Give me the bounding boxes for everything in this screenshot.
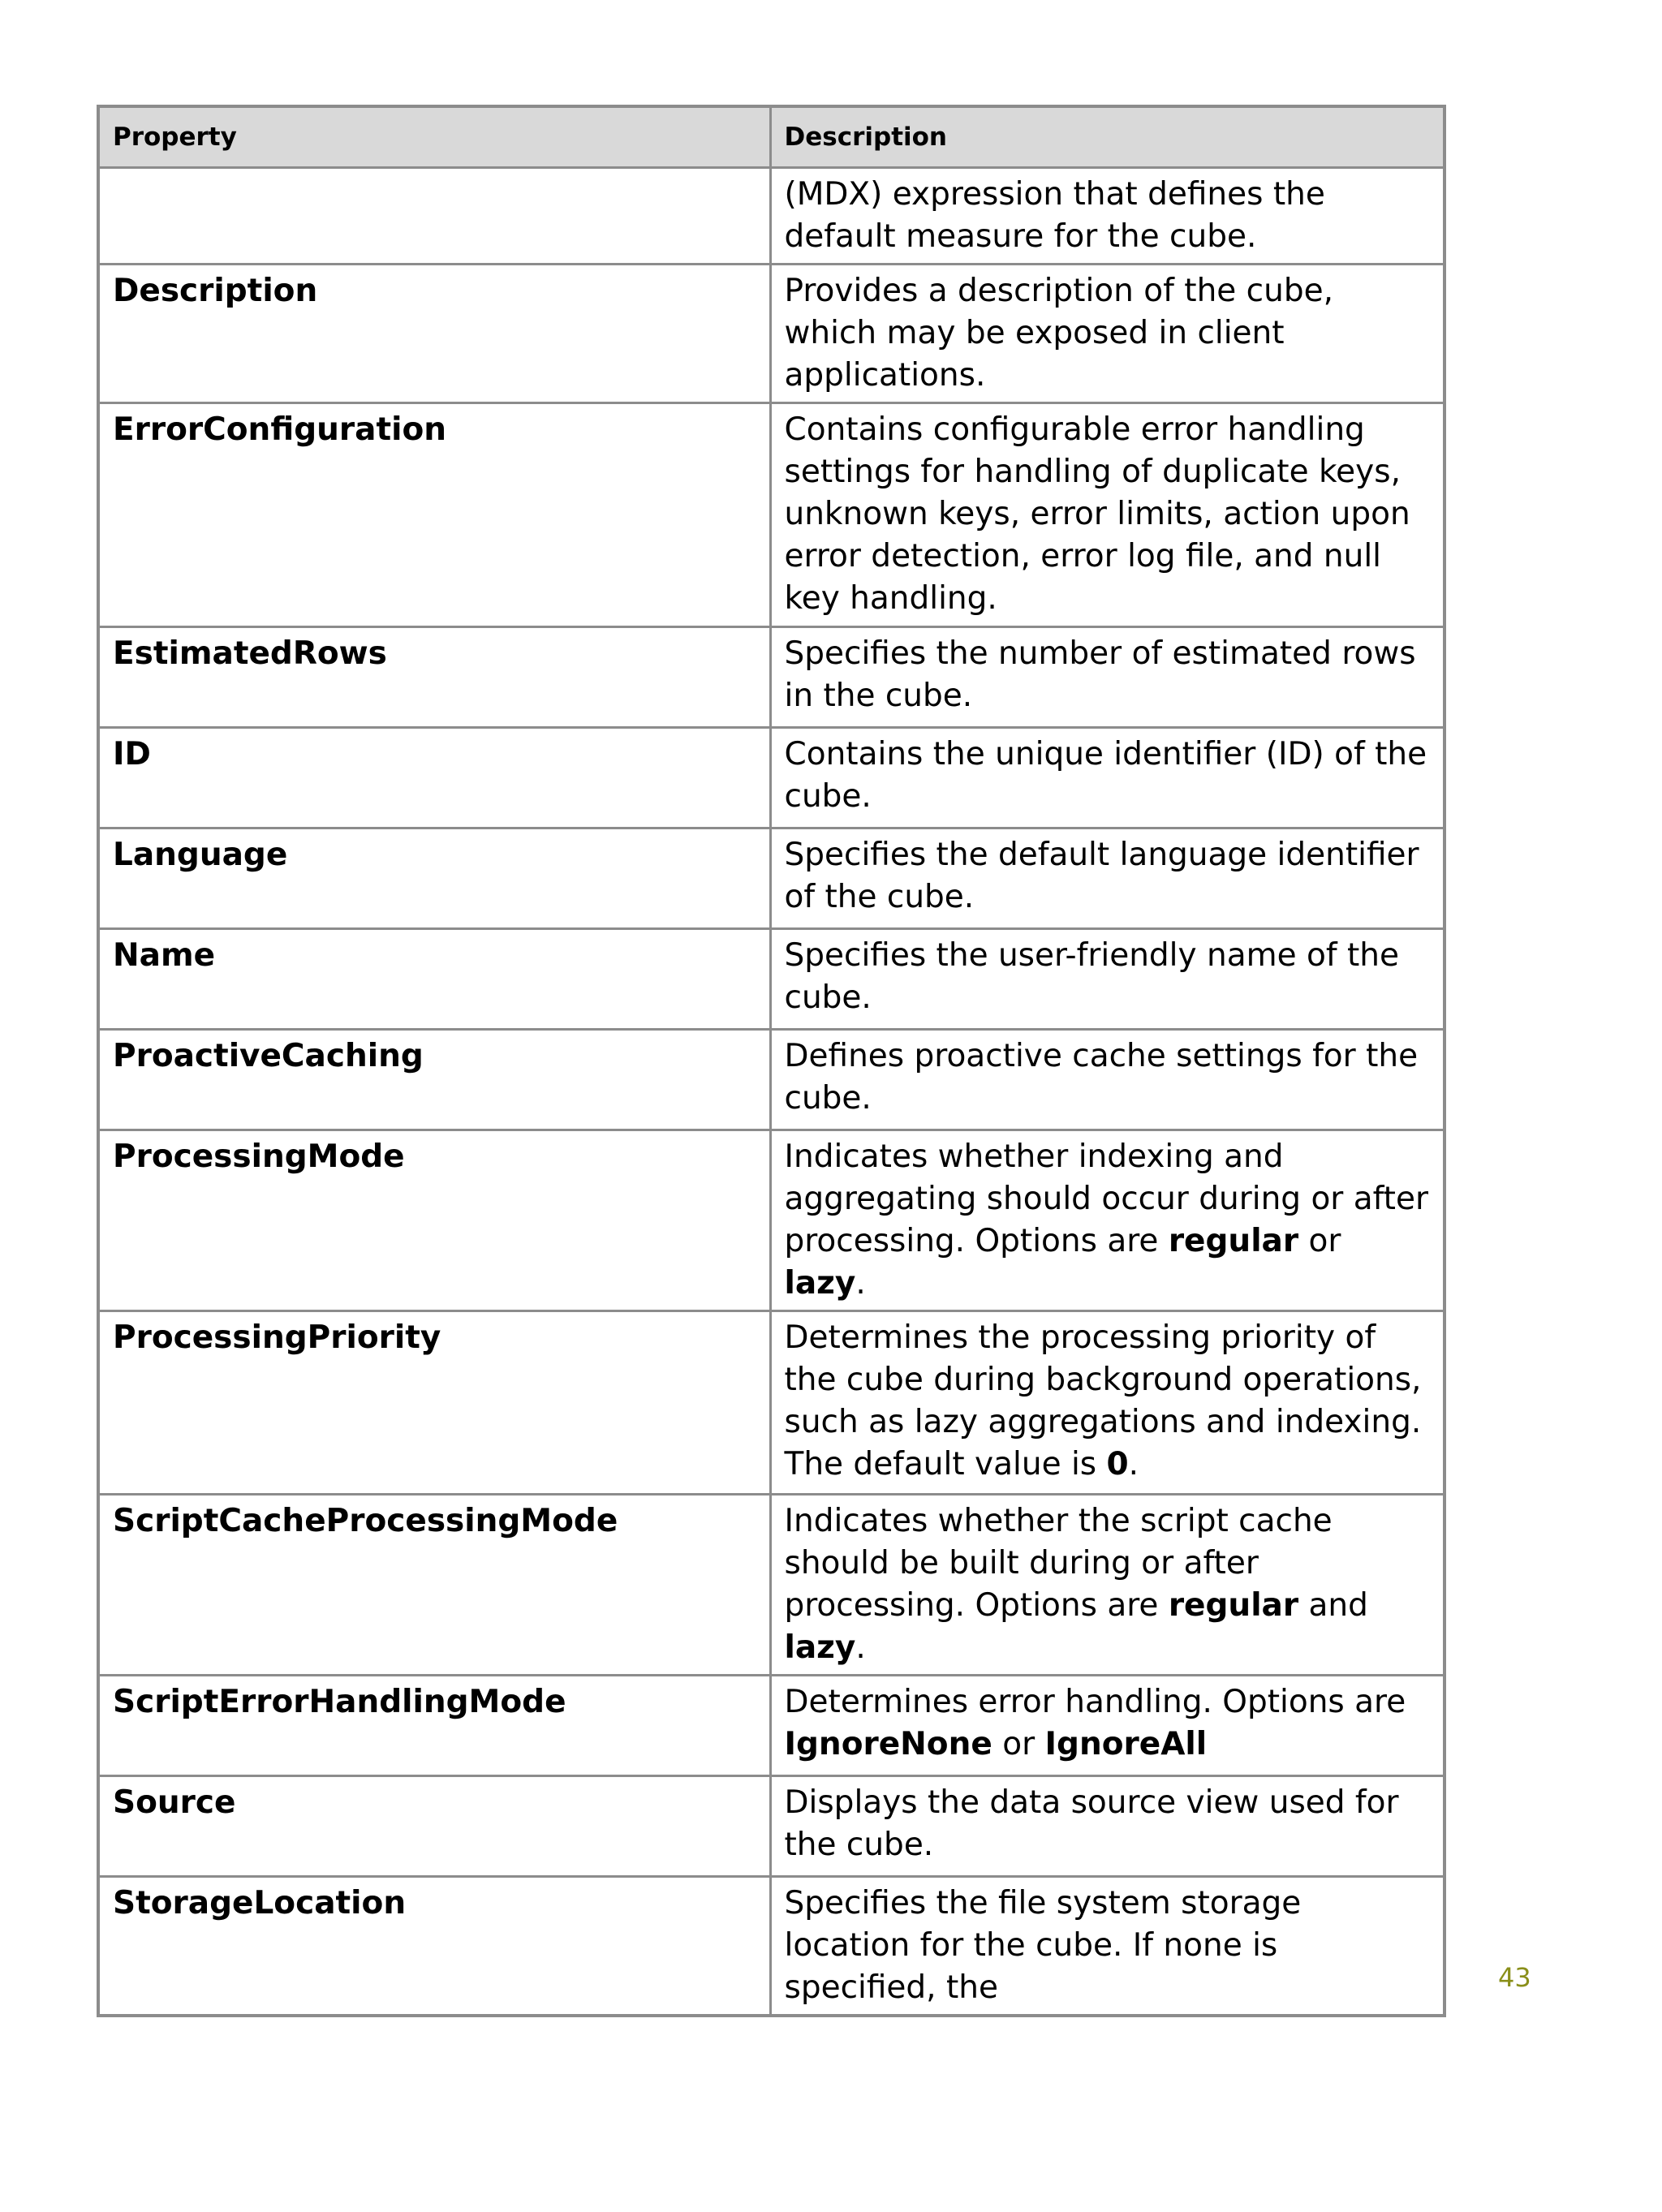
table-body: [98, 168, 1445, 2016]
property-cell: ScriptCacheProcessingMode: [98, 1495, 770, 1676]
description-text: .: [855, 1265, 866, 1302]
header-property: Property: [98, 106, 770, 168]
description-text: Contains the unique identifier (ID) of the cube.: [784, 736, 1427, 815]
table-row: [98, 168, 1445, 265]
description-text: Specifies the file system storage location for the cube. If none is specified, the: [784, 1885, 1302, 2006]
description-cell: [770, 1030, 1445, 1130]
description-emphasis: IgnoreNone: [784, 1726, 992, 1762]
properties-table: [97, 105, 1446, 2017]
description-text: and: [1298, 1587, 1368, 1624]
description-emphasis: lazy: [784, 1629, 856, 1666]
property-cell: ProactiveCaching: [98, 1030, 770, 1130]
description-text: (MDX) expression that defines the default measure for the cube.: [784, 176, 1325, 255]
table-row: [98, 1495, 1445, 1676]
description-text: .: [855, 1629, 866, 1666]
description-cell: [770, 728, 1445, 828]
description-text: Specifies the user-friendly name of the cube.: [784, 937, 1399, 1016]
description-text: Contains configurable error handling settings for handling of duplicate keys, unknown keys, error limits, action upon error detection, error log file, and null key handling.: [784, 411, 1410, 617]
description-text: Specifies the default language identifier of the cube.: [784, 837, 1419, 915]
description-cell: [770, 1311, 1445, 1495]
property-cell: Language: [98, 828, 770, 929]
description-text: Determines the processing priority of the cube during background operations, such as lazy aggregations and indexing. The default value is: [784, 1319, 1422, 1483]
table-row: [98, 1130, 1445, 1311]
property-cell: StorageLocation: [98, 1877, 770, 2016]
description-text: Determines error handling. Options are: [784, 1684, 1406, 1720]
description-cell: [770, 1130, 1445, 1311]
description-cell: [770, 627, 1445, 728]
table-row: [98, 1676, 1445, 1776]
table-row: [98, 627, 1445, 728]
description-cell: [770, 1495, 1445, 1676]
description-emphasis: lazy: [784, 1265, 856, 1302]
property-cell: EstimatedRows: [98, 627, 770, 728]
table-row: [98, 1877, 1445, 2016]
description-cell: [770, 265, 1445, 403]
description-emphasis: IgnoreAll: [1044, 1726, 1208, 1762]
property-cell: Name: [98, 929, 770, 1030]
property-cell: [98, 168, 770, 265]
description-cell: [770, 1776, 1445, 1877]
table-row: [98, 265, 1445, 403]
description-text: or: [992, 1726, 1045, 1762]
table-row: [98, 403, 1445, 627]
page-number: 43: [1498, 1962, 1531, 1993]
description-text: or: [1298, 1223, 1341, 1259]
table-header-row: [98, 106, 1445, 168]
property-cell: ProcessingPriority: [98, 1311, 770, 1495]
description-cell: [770, 403, 1445, 627]
description-emphasis: regular: [1168, 1587, 1299, 1624]
description-text: .: [1128, 1446, 1139, 1483]
table-row: [98, 1776, 1445, 1877]
property-cell: ProcessingMode: [98, 1130, 770, 1311]
description-cell: [770, 828, 1445, 929]
table-row: [98, 1311, 1445, 1495]
property-cell: ErrorConfiguration: [98, 403, 770, 627]
description-text: Indicates whether the script cache should be built during or after processing. Options are: [784, 1503, 1333, 1624]
description-text: Displays the data source view used for the cube.: [784, 1784, 1399, 1863]
property-cell: Description: [98, 265, 770, 403]
property-cell: Source: [98, 1776, 770, 1877]
description-emphasis: regular: [1168, 1223, 1299, 1259]
table-row: [98, 728, 1445, 828]
property-cell: ScriptErrorHandlingMode: [98, 1676, 770, 1776]
table-row: [98, 929, 1445, 1030]
table-row: [98, 1030, 1445, 1130]
description-cell: [770, 1877, 1445, 2016]
description-emphasis: 0: [1106, 1446, 1129, 1483]
description-cell: [770, 1676, 1445, 1776]
description-text: Indicates whether indexing and aggregating should occur during or after processing. Options are: [784, 1138, 1429, 1259]
description-text: Specifies the number of estimated rows in the cube.: [784, 635, 1416, 714]
description-text: Provides a description of the cube, which may be exposed in client applications.: [784, 273, 1333, 394]
property-cell: ID: [98, 728, 770, 828]
description-cell: [770, 929, 1445, 1030]
description-cell: [770, 168, 1445, 265]
table-row: [98, 828, 1445, 929]
header-description: Description: [770, 106, 1445, 168]
description-text: Defines proactive cache settings for the cube.: [784, 1038, 1419, 1117]
